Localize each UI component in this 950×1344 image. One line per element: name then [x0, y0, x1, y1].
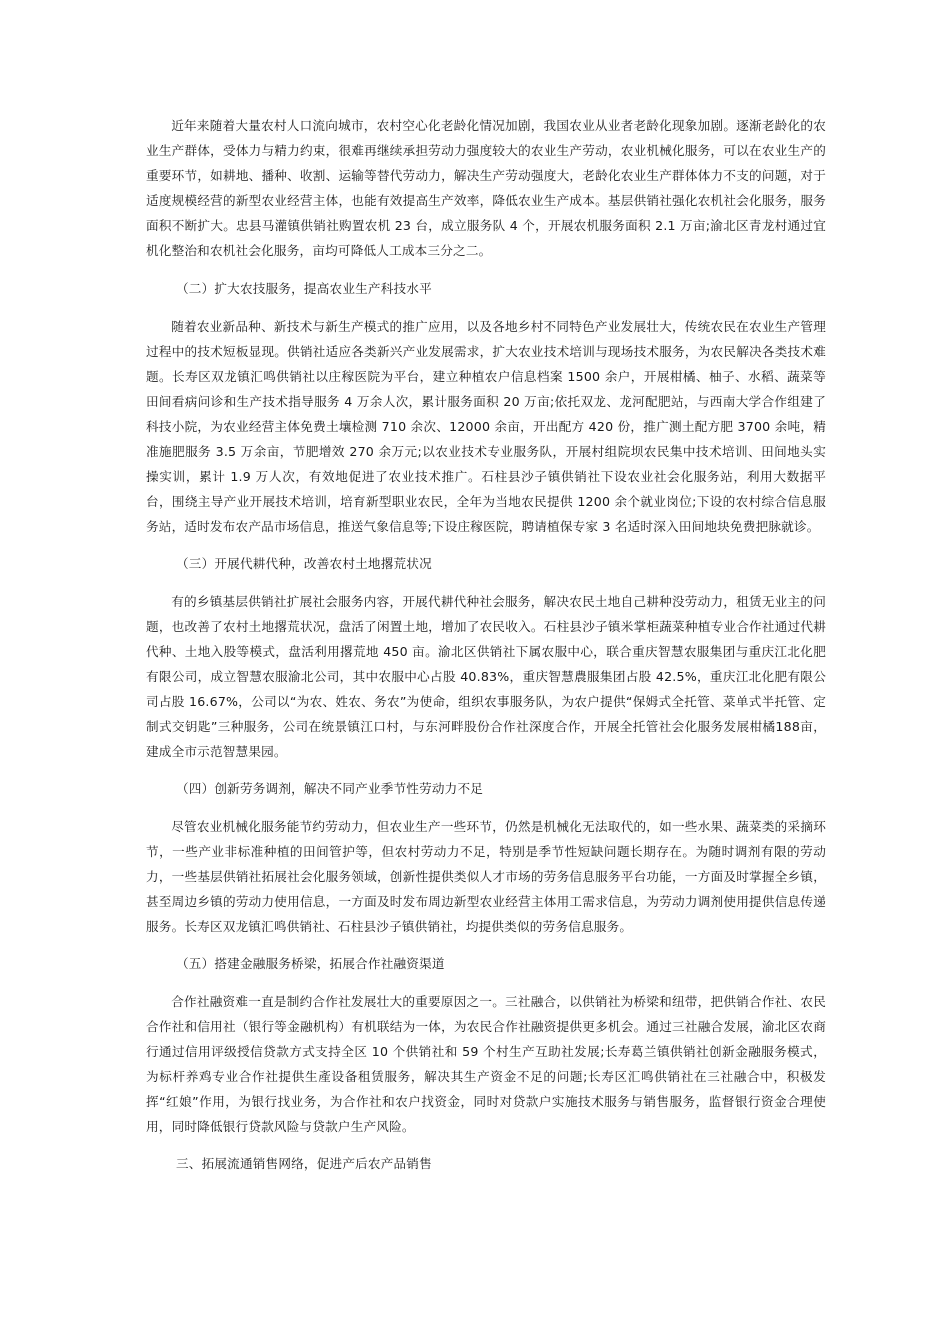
heading-contract-farming: （三）开展代耕代种，改善农村土地撂荒状况	[176, 556, 432, 571]
heading-labor-allocation: （四）创新劳务调剂，解决不同产业季节性劳动力不足	[176, 781, 484, 796]
paragraph-contract-farming: 有的乡镇基层供销社扩展社会服务内容，开展代耕代种社会服务，解决农民土地自己耕种没劳动力，租赁无业主的问题，也改善了农村土地撂荒状况，盘活了闲置土地，增加了农民收入。石柱县沙子镇米掌柜蔬菜种植专业合作社通过代耕代种、土地入股等模式，盘活利用撂荒地 450 亩。渝北区供销社下属农服中心，联合重庆智慧农服集团与重庆江北化肥有限公司，成立智慧农服渝北公司，其中农服中心占股 40.83%，重庆智慧農服集团占股 42.5%，重庆江北化肥有限公司占股 16.67%，公司以“为农、姓农、务农”为使命，组织农事服务队，为农户提供“保姆式全托管、菜单式半托管、定制式交钥匙”三种服务，公司在统景镇江口村，与东河畔股份合作社深度合作，开展全托管社会化服务发展柑橘188亩，建成全市示范智慧果园。	[146, 594, 826, 759]
document-page	[146, 113, 826, 1176]
heading-financial-service: （五）搭建金融服务桥梁，拓展合作社融资渠道	[176, 956, 445, 971]
paragraph-mechanization: 近年来随着大量农村人口流向城市，农村空心化老龄化情况加剧，我国农业从业者老龄化现象加剧。逐渐老龄化的农业生产群体，受体力与精力约束，很难再继续承担劳动力强度较大的农业生产劳动，农业机械化服务，可以在农业生产的重要环节，如耕地、播种、收割、运输等替代劳动力，解决生产劳动强度大，老龄化农业生产群体体力不支的问题，对于适度规模经营的新型农业经营主体，也能有效提高生产效率，降低农业生产成本。基层供销社强化农机社会化服务，服务面积不断扩大。忠县马灌镇供销社购置农机 23 台，成立服务队 4 个，开展农机服务面积 2.1 万亩;渝北区青龙村通过宜机化整治和农机社会化服务，亩均可降低人工成本三分之二。	[146, 118, 826, 258]
heading-agri-tech-service: （二）扩大农技服务，提高农业生产科技水平	[176, 281, 432, 296]
paragraph-labor-allocation: 尽管农业机械化服务能节约劳动力，但农业生产一些环节，仍然是机械化无法取代的，如一些水果、蔬菜类的采摘环节，一些产业非标准种植的田间管护等，但农村劳动力不足，特别是季节性短缺问题长期存在。为随时调剂有限的劳动力，一些基层供销社拓展社会化服务领域，创新性提供类似人才市场的劳务信息服务平台功能，一方面及时掌握全乡镇，甚至周边乡镇的劳动力使用信息，一方面及时发布周边新型农业经营主体用工需求信息，为劳动力调剂使用提供信息传递服务。长寿区双龙镇汇鸣供销社、石柱县沙子镇供销社，均提供类似的劳务信息服务。	[146, 819, 826, 934]
paragraph-agri-tech-service: 随着农业新品种、新技术与新生产模式的推广应用，以及各地乡村不同特色产业发展壮大，传统农民在农业生产管理过程中的技术短板显现。供销社适应各类新兴产业发展需求，扩大农业技术培训与现场技术服务，为农民解决各类技术难题。长寿区双龙镇汇鸣供销社以庄稼医院为平台，建立种植农户信息档案 1500 余户，开展柑橘、柚子、水稻、蔬菜等田间看病问诊和生产技术指导服务 4 万余人次，累计服务面积 20 万亩;依托双龙、龙河配肥站，与西南大学合作组建了科技小院，为农业经营主体免费土壤检测 710 余次、12000 余亩，开出配方 420 份，推广测土配方肥 3700 余吨，精准施肥服务 3.5 万余亩，节肥增效 270 余万元;以农业技术专业服务队，开展村组院坝农民集中技术培训、田间地头实操实训，累计 1.9 万人次，有效地促进了农业技术推广。石柱县沙子镇供销社下设农业社会化服务站，利用大数据平台，围绕主导产业开展技术培训，培育新型职业农民，全年为当地农民提供 1200 余个就业岗位;下设的农村综合信息服务站，适时发布农产品市场信息，推送气象信息等;下设庄稼医院，聘请植保专家 3 名适时深入田间地块免费把脉就诊。	[146, 319, 826, 534]
paragraph-financial-service: 合作社融资难一直是制约合作社发展壮大的重要原因之一。三社融合，以供销社为桥梁和纽带，把供销合作社、农民合作社和信用社（银行等金融机构）有机联结为一体，为农民合作社融资提供更多机会。通过三社融合发展，渝北区农商行通过信用评级授信贷款方式支持全区 10 个供销社和 59 个村生产互助社发展;长寿葛兰镇供销社创新金融服务模式，为标杆养鸡专业合作社提供生產设备租赁服务，解决其生产资金不足的问题;长寿区汇鸣供销社在三社融合中，积极发挥“红娘”作用，为银行找业务，为合作社和农户找资金，同时对贷款户实施技术服务与销售服务，监督银行资金合理使用，同时降低银行贷款风险与贷款户生产风险。	[146, 994, 826, 1134]
heading-section-three: 三、拓展流通销售网络，促进产后农产品销售	[176, 1156, 432, 1171]
